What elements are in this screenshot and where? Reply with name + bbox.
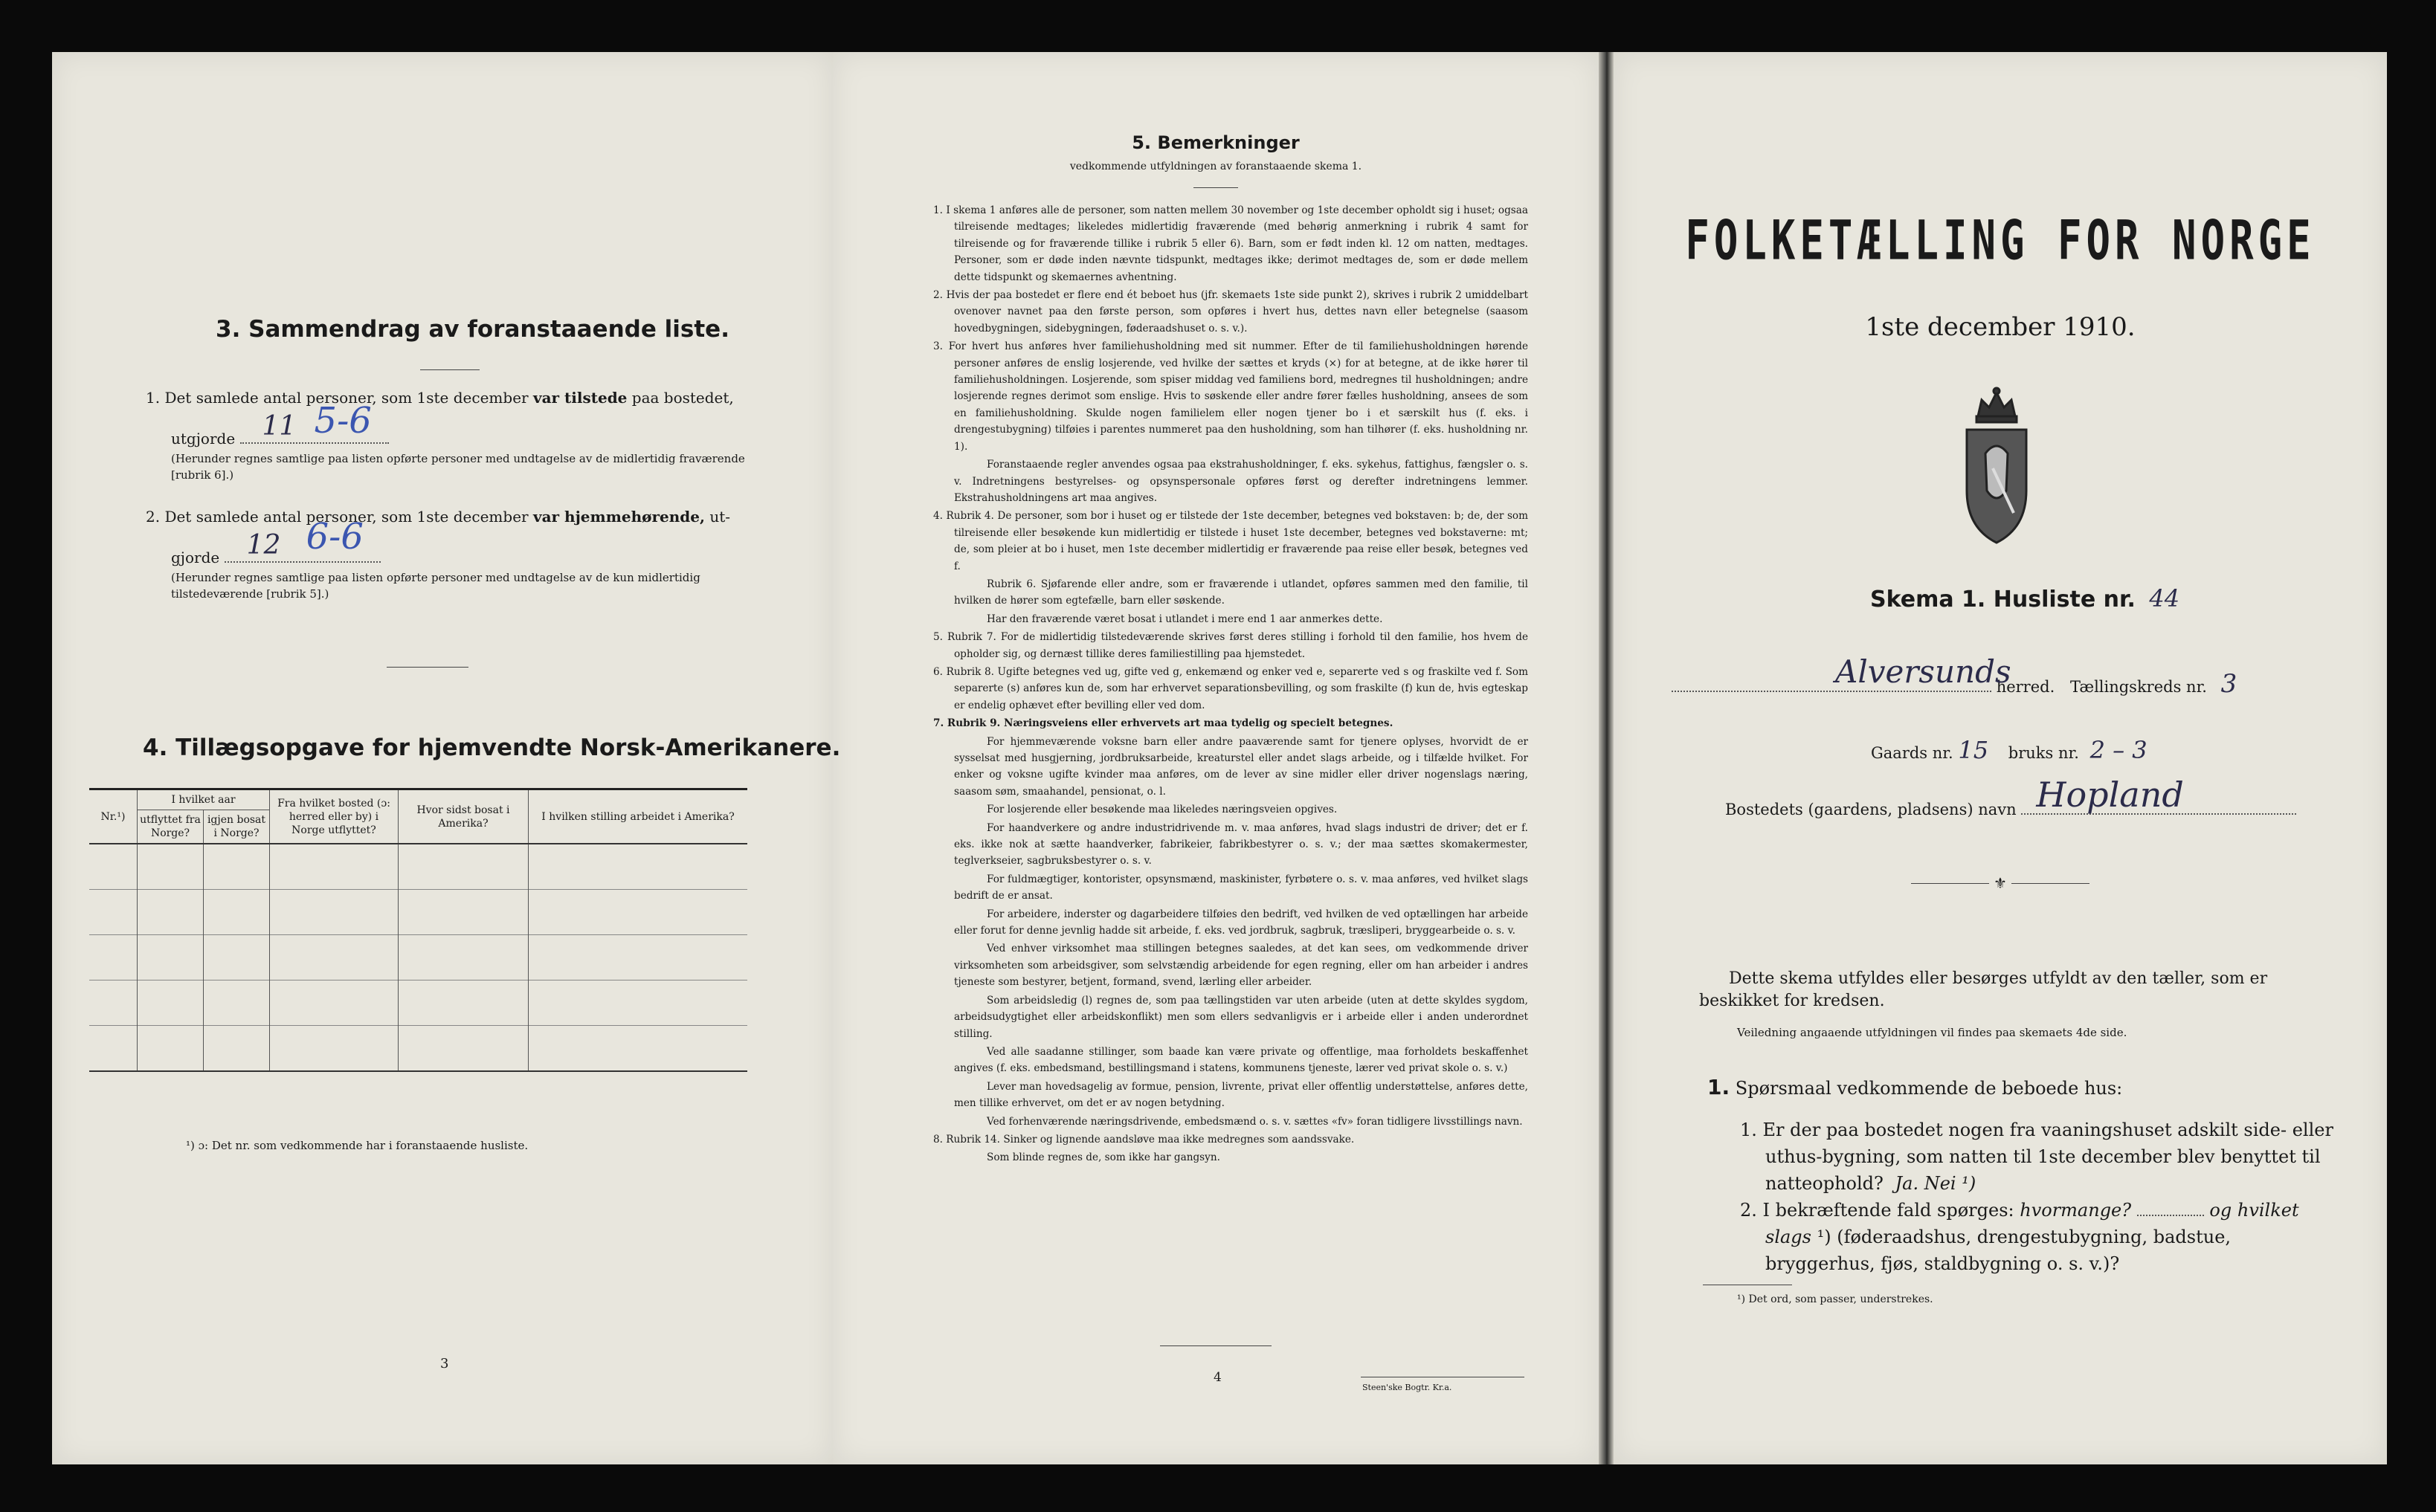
herred-line: Alversunds herred. Tællingskreds nr. 3: [1672, 669, 2341, 699]
col-igjen: igjen bosat i Norge?: [204, 810, 270, 844]
section3-item1: 1. Det samlede antal personer, som 1ste december var tilstede paa bostedet,: [146, 389, 734, 407]
husliste-nr-value: 44: [2149, 584, 2180, 613]
col-nr: Nr.¹): [89, 789, 138, 844]
schema-line: Skema 1. Husliste nr. 44: [1870, 584, 2180, 613]
table-row: [89, 935, 747, 980]
col-stilling: I hvilken stilling arbeidet i Amerika?: [529, 789, 748, 844]
remark-8: 8. Rubrik 14. Sinker og lignende aandsløve maa ikke medregnes som aandssvake.: [933, 1133, 1355, 1146]
divider: [387, 667, 468, 668]
table-row: [89, 844, 747, 890]
remark-7e: For fuldmægtiger, kontorister, opsynsmænd, maskinister, fyrbøtere o. s. v. maa anføres, ved hvilket slags bedrift de er ansat.: [954, 873, 1528, 902]
col-group-aar: I hvilket aar: [138, 789, 270, 810]
census-title: FOLKETÆLLING FOR NORGE: [1685, 208, 2316, 273]
kreds-value: 3: [2220, 669, 2237, 699]
intro-text: Dette skema utfyldes eller besørges utfyldt av den tæller, som er beskikket for kredsen.: [1699, 969, 2268, 1010]
remark-7d: For haandverkere og andre industridrivende m. v. maa anføres, hvad slags industri de driver; det er f. eks. ikke nok at sætte haandverker, fabrikeier, fabrikbestyrer o. s. v.; der maa sættes skomakermester, teglverkseier, sagbruksbestyrer o. s. v.: [954, 821, 1528, 868]
section3-item2-note: (Herunder regnes samtlige paa listen opførte personer med undtagelse av de kun midlertidig tilstedeværende [rubrik 5].): [171, 571, 700, 601]
item2-correction: 6-6: [306, 516, 364, 558]
remark-7b: For hjemmeværende voksne barn eller andre paaværende samt for tjenere oplyses, hvorvidt de er sysselsat med husgjerning, jordbruksarbeide, kreaturstel eller andet slags arbeide, og i tilfælde hvilket. For enker og voksne ugifte kvinder maa anføres, om de lever av sine midler eller driver nogenslags næring, saasom søm, smaahandel, pensionat, o. l.: [954, 735, 1528, 798]
divider: [1160, 1345, 1272, 1346]
census-date: 1ste december 1910.: [1865, 312, 2136, 342]
remark-3: 3. For hvert hus anføres hver familiehusholdning med sit nummer. Efter de til familiehusholdningen hørende personer anføres de enslig losjerende, ved hvilke der sættes et kryds (×) for at betegne, at de ikke hører til familiehusholdningen. Losjerende, som spiser middag ved familiens bord, medregnes til husholdningen; andre losjerende regnes derimot som enslige. Hvis to søskende eller andre fører fælles husholdning, ansees de som en familiehusholdning. Skulde nogen familielem eller nogen tjener bo i et særskilt hus (f. eks. i drengestubygning) tilføies i parentes nummeret paa den husholdning, som han tilhører (f. eks. husholdning nr. 1).: [933, 340, 1528, 453]
bruks-value: 2 – 3: [2089, 736, 2147, 764]
section4-footnote: ¹) ɔ: Det nr. som vedkommende har i foranstaaende husliste.: [186, 1139, 529, 1152]
remark-7c: For losjerende eller besøkende maa likeledes næringsveien opgives.: [987, 804, 1338, 816]
guidance-text: Veiledning angaaende utfyldningen vil findes paa skemaets 4de side.: [1737, 1026, 2127, 1039]
section3-item1-note: (Herunder regnes samtlige paa listen opførte personer med undtagelse av de midlertidig fraværende [rubrik 6].): [171, 452, 745, 482]
remark-4: 4. Rubrik 4. De personer, som bor i huset og er tilstede der 1ste december, betegnes ved bokstaven: b; de, der som tilreisende eller besøkende kun midlertidig er tilstede i huset 1ste december, betegnes ved bokstaverne: mt; de, som pleier at bo i huset, men 1ste december midlertidig er fraværende paa reise eller besøk, betegnes ved f.: [933, 510, 1528, 572]
page-number-3: 3: [440, 1356, 449, 1372]
bosted-value: Hopland: [2036, 775, 2184, 815]
table-row: [89, 1026, 747, 1072]
remarks-title: 5. Bemerkninger: [1132, 132, 1300, 153]
remark-3b: Foranstaaende regler anvendes ogsaa paa ekstrahusholdninger, f. eks. sykehus, fattighus, fængsler o. s. v. Indretningens bestyrelses- og opsynspersonale opføres først og derefter indretningens lemmer. Ekstrahusholdningens art maa angives.: [954, 459, 1528, 504]
remark-7h: Som arbeidsledig (l) regnes de, som paa tællingstiden var uten arbeide (uten at dette skyldes sygdom, arbeidsudygtighet eller arbeidskonflikt) men som ellers sedvanligvis er i arbeide eller i anden underordnet stilling.: [954, 994, 1528, 1040]
remark-7g: Ved enhver virksomhet maa stillingen betegnes saaledes, at det kan sees, om vedkommende driver virksomheten som arbeidsgiver, som selvstændig arbeidende for egen regning, eller om han arbeider i andres tjeneste som bestyrer, betjent, formand, svend, lærling eller arbeider.: [954, 943, 1528, 989]
remark-7: 7. Rubrik 9. Næringsveiens eller erhvervets art maa tydelig og specielt betegnes.: [933, 717, 1393, 730]
question-2: 2. I bekræftende fald spørges: hvormange? og hvilket slags ¹) (føderaadshus, drengestubygning, badstue, bryggerhus, fjøs, staldbygning o. s. v.)?: [1740, 1200, 2299, 1274]
norway-coat-of-arms-icon: [1956, 387, 2037, 546]
col-fra-bosted: Fra hvilket bosted (ɔ: herred eller by) i Norge utflyttet?: [270, 789, 399, 844]
page-fold: [1599, 52, 1614, 1464]
remark-1: 1. I skema 1 anføres alle de personer, som natten mellem 30 november og 1ste december opholdt sig i huset; ogsaa tilreisende medtages; likeledes midlertidig fraværende (med behørig anmerkning i rubrik 4 samt for tilreisende og for fraværende tillike i rubrik 5 eller 6). Barn, som er født inden kl. 12 om natten, medtages. Personer, som er døde inden nævnte tidspunkt, medtages ikke; derimot medtages de, som er døde mellem dette tidspunkt og skemaernes avhentning.: [933, 204, 1528, 283]
item1-correction: 5-6: [314, 400, 372, 442]
herred-value: Alversunds: [1835, 653, 2011, 690]
remark-7i: Ved alle saadanne stillinger, som baade kan være private og offentlige, maa forholdets beskaffenhet angives (f. eks. embedsmand, bestillingsmand i statens, kommunens tjeneste, lærer ved privat skole o. s. v.): [954, 1045, 1528, 1075]
col-hvor-sidst: Hvor sidst bosat i Amerika?: [399, 789, 529, 844]
item1-handwritten-value: 11: [262, 411, 297, 442]
printer-mark: Steen'ske Bogtr. Kr.a.: [1362, 1383, 1452, 1392]
remark-7f: For arbeidere, inderster og dagarbeidere tilføies den bedrift, ved hvilken de ved optællingen har arbeide eller forut for denne jevnlig hadde sit arbeide, f. eks. ved jordbruk, sagbruk, træsliperi, bryggearbeide o. s. v.: [954, 908, 1528, 937]
remark-4b: Rubrik 6. Sjøfarende eller andre, som er fraværende i utlandet, opføres sammen med den familie, til hvilken de hører som egtefælle, barn eller søskende.: [954, 578, 1528, 607]
right-footnote: ¹) Det ord, som passer, understrekes.: [1737, 1293, 1933, 1305]
gaards-line: Gaards nr. 15 bruks nr. 2 – 3: [1871, 736, 2147, 764]
remark-7j: Lever man hovedsagelig av formue, pension, livrente, privat eller offentlig understøttelse, anføres dette, men tillike erhvervet, om det er av nogen betydning.: [954, 1080, 1528, 1110]
remark-2: 2. Hvis der paa bostedet er flere end ét beboet hus (jfr. skemaets 1ste side punkt 2), skrives i rubrik 2 umiddelbart ovenover navnet paa den første person, som opføres i hvert hus, dettes navn eller betegnelse (saasom hovedbygningen, sidebygningen, føderaadshuset o. s. v.).: [933, 289, 1528, 335]
section3-item2: 2. Det samlede antal personer, som 1ste december var hjemmehørende, ut-: [146, 508, 730, 526]
questions-heading: 1. Spørsmaal vedkommende de beboede hus:: [1707, 1075, 2123, 1099]
remark-7k: Ved forhenværende næringsdrivende, embedsmænd o. s. v. sættes «fv» foran tidligere livsstillings navn.: [987, 1115, 1523, 1128]
section4-title: 4. Tillægsopgave for hjemvendte Norsk-Amerikanere.: [143, 734, 841, 761]
norsk-amerikanere-table: [89, 788, 747, 1072]
ornament-divider: ⚜: [1911, 883, 2089, 884]
remarks-subtitle: vedkommende utfyldningen av foranstaaende skema 1.: [1069, 161, 1362, 172]
page-number-4: 4: [1214, 1370, 1222, 1385]
divider: [1193, 187, 1238, 188]
section3-item1-value-line: utgjorde 11 5-6: [171, 420, 389, 450]
item2-handwritten-value: 12: [246, 530, 281, 560]
q1-answer: Ja. Nei ¹): [1895, 1173, 1976, 1194]
section3-item2-value-line: gjorde 12 6-6: [171, 539, 381, 569]
remark-5: 5. Rubrik 7. For de midlertidig tilstedeværende skrives først deres stilling i forhold til den familie, hos hvem de opholder sig, og dernæst tillike deres familiestilling paa hjemstedet.: [933, 631, 1528, 660]
col-utflyttet: utflyttet fra Norge?: [138, 810, 204, 844]
remark-6: 6. Rubrik 8. Ugifte betegnes ved ug, gifte ved g, enkemænd og enker ved e, separerte ved s og fraskilte ved f. Som separerte (s) anføres kun de, som har erhvervet separationsbevilling, og som fraskilte (f) kun de, hvis egteskap er endelig ophævet efter bevilling eller ved dom.: [933, 665, 1528, 711]
remark-8b: Som blinde regnes de, som ikke har gangsyn.: [987, 1151, 1220, 1164]
remarks-body: [933, 202, 1528, 1168]
bosted-line: Bostedets (gaardens, pladsens) navn Hopland: [1725, 792, 2296, 818]
section3-title: 3. Sammendrag av foranstaaende liste.: [216, 316, 729, 343]
gaards-value: 15: [1958, 736, 1989, 764]
table-row: [89, 980, 747, 1026]
divider: [420, 369, 480, 370]
table-row: [89, 890, 747, 935]
question-1: 1. Er der paa bostedet nogen fra vaaningshuset adskilt side- eller uthus-bygning, som natten til 1ste december blev benyttet til natteophold? Ja. Nei ¹): [1740, 1120, 2333, 1194]
remark-4c: Har den fraværende været bosat i utlandet i mere end 1 aar anmerkes dette.: [987, 613, 1383, 625]
